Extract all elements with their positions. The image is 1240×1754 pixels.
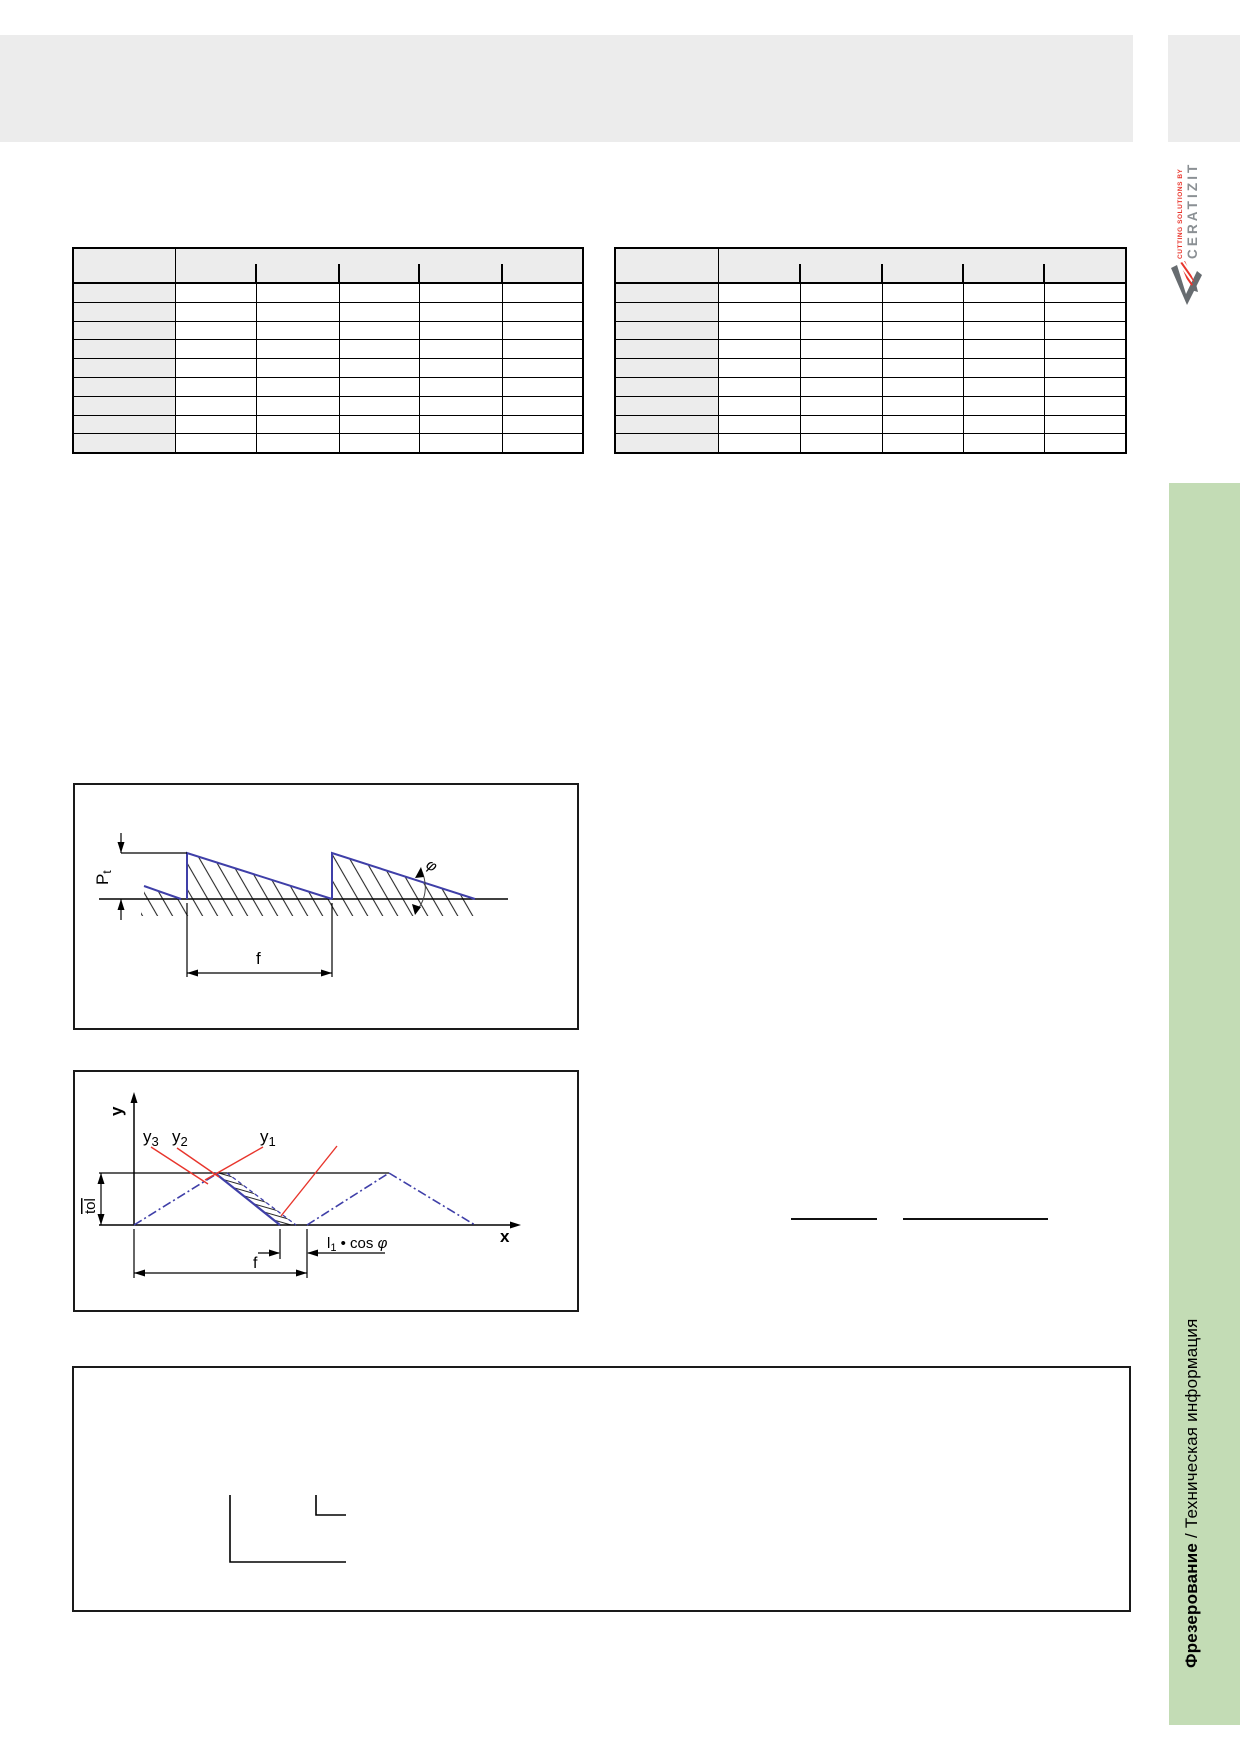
arrowhead (321, 970, 332, 977)
table-row (73, 396, 583, 415)
table-cell (419, 359, 502, 378)
table-cell (339, 377, 419, 396)
table-cell (882, 415, 963, 434)
table-cell (1044, 434, 1126, 453)
table-cell (339, 434, 419, 453)
arrowhead (118, 842, 125, 853)
f-dimension-label: f (256, 949, 261, 968)
arrowhead (98, 1173, 105, 1184)
table-header-cell (256, 248, 339, 283)
table-row (615, 415, 1126, 434)
arrowhead (118, 899, 125, 910)
x-axis-label: x (500, 1227, 510, 1246)
table-cell (175, 415, 256, 434)
phi-label: φ (422, 855, 441, 876)
table-cell (800, 321, 882, 340)
table-rowhead-cell (615, 377, 718, 396)
table-cell (419, 396, 502, 415)
table-header-cell (963, 248, 1044, 283)
arrowhead (131, 1092, 138, 1103)
arrowhead (510, 1222, 521, 1229)
table-rowhead-cell (615, 302, 718, 321)
table-cell (963, 396, 1044, 415)
table-header-row (615, 248, 1126, 283)
fraction-bar (791, 1218, 877, 1220)
table-cell (339, 340, 419, 359)
arrowhead (269, 1250, 280, 1257)
table-cell (882, 340, 963, 359)
table-cell (1044, 321, 1126, 340)
table-cell (419, 321, 502, 340)
table-cell (419, 377, 502, 396)
table-header-cell (800, 248, 882, 283)
sidebar-label-rest: / Техническая информация (1182, 1318, 1201, 1543)
pointer-y3 (151, 1147, 208, 1184)
table-cell (800, 302, 882, 321)
bracket-small (316, 1495, 346, 1515)
table-cell (800, 396, 882, 415)
section-sidebar-label (1182, 1319, 1202, 1669)
table-row (73, 321, 583, 340)
table-cell (256, 415, 339, 434)
table-cell (718, 302, 800, 321)
table-stub-cell (73, 248, 175, 283)
table-cell (419, 340, 502, 359)
arrowhead (187, 970, 198, 977)
hatch-error-strip (215, 1173, 296, 1225)
table-cell (502, 302, 583, 321)
table-row (615, 321, 1126, 340)
table-cell (963, 321, 1044, 340)
table-cell (882, 321, 963, 340)
table-cell (1044, 302, 1126, 321)
table-header-cell (175, 248, 256, 283)
profile-solid (215, 1173, 280, 1225)
f-dimension-label: f (253, 1255, 258, 1272)
table-row (615, 340, 1126, 359)
table-cell (800, 283, 882, 302)
bracket-large (230, 1495, 346, 1562)
diagram-surface-profile (73, 783, 579, 1030)
table-cell (1044, 415, 1126, 434)
y3-label: $y_3$ (143, 1127, 159, 1149)
table-cell (502, 396, 583, 415)
table-row (73, 434, 583, 453)
table-rowhead-cell (73, 377, 175, 396)
table-row (73, 377, 583, 396)
table-cell (1044, 396, 1126, 415)
table-cell (800, 359, 882, 378)
table-cell (963, 283, 1044, 302)
note-box-drawing (74, 1368, 1129, 1610)
table-rowhead-cell (73, 415, 175, 434)
table-cell (256, 283, 339, 302)
table-cell (1044, 377, 1126, 396)
table-cell (256, 396, 339, 415)
table-rowhead-cell (73, 396, 175, 415)
table-rowhead-cell (73, 302, 175, 321)
table-row (615, 302, 1126, 321)
table-cell (963, 434, 1044, 453)
table-cell (882, 359, 963, 378)
table-row (73, 415, 583, 434)
table-cell (175, 340, 256, 359)
y-axis-label: y (107, 1106, 126, 1116)
table-cell (718, 283, 800, 302)
table-rowhead-cell (615, 434, 718, 453)
profile-dashdot (389, 1173, 475, 1225)
brand-logo (1177, 162, 1200, 259)
table-cell (339, 415, 419, 434)
arrowhead (98, 1214, 105, 1225)
table-rowhead-cell (73, 283, 175, 302)
table-row (615, 359, 1126, 378)
table-cell (882, 377, 963, 396)
table-cell (1044, 359, 1126, 378)
table-stub-cell (615, 248, 718, 283)
table-header-cell (339, 248, 419, 283)
table-cell (502, 415, 583, 434)
table-cell (718, 434, 800, 453)
table-row (615, 377, 1126, 396)
table-cell (800, 340, 882, 359)
arrowhead (415, 867, 424, 878)
hatch-below-baseline (141, 899, 475, 916)
table-cell (800, 434, 882, 453)
table-rowhead-cell (615, 359, 718, 378)
table-cell (419, 302, 502, 321)
table-cell (502, 321, 583, 340)
data-table-left (72, 247, 584, 454)
table-row (73, 302, 583, 321)
data-table-right (614, 247, 1127, 454)
table-header-cell (718, 248, 800, 283)
surface-profile-drawing (75, 785, 577, 1028)
y2-label: $y_2$ (172, 1127, 188, 1149)
table-cell (882, 396, 963, 415)
table-cell (502, 283, 583, 302)
logo-tagline: CUTTING SOLUTIONS BY (1177, 168, 1184, 259)
diagram-tolerance (73, 1070, 579, 1312)
table-row (73, 340, 583, 359)
note-box (72, 1366, 1131, 1612)
table-rowhead-cell (73, 359, 175, 378)
table-cell (419, 434, 502, 453)
table-row (615, 283, 1126, 302)
table-cell (882, 302, 963, 321)
sidebar-label-bold: Фрезерование (1182, 1542, 1201, 1668)
profile-dashdot (307, 1173, 389, 1225)
table-row (615, 434, 1126, 453)
tolerance-drawing (75, 1072, 577, 1310)
table-cell (800, 415, 882, 434)
table-cell (718, 321, 800, 340)
table-cell (882, 434, 963, 453)
table-row (73, 359, 583, 378)
arrowhead (134, 1270, 145, 1277)
table-cell (963, 415, 1044, 434)
table-rowhead-cell (73, 321, 175, 340)
pt-dimension-label: Pt (93, 870, 114, 885)
table-cell (718, 415, 800, 434)
table-cell (339, 359, 419, 378)
y1-label: $y_1$ (260, 1127, 276, 1149)
tol-label: tol (82, 1198, 99, 1214)
table-cell (175, 359, 256, 378)
table-cell (963, 359, 1044, 378)
arrowhead (296, 1270, 307, 1277)
table-rowhead-cell (615, 415, 718, 434)
table-cell (718, 396, 800, 415)
table-cell (502, 359, 583, 378)
table-cell (800, 377, 882, 396)
table-rowhead-cell (73, 434, 175, 453)
table-rowhead-cell (615, 396, 718, 415)
table-cell (175, 377, 256, 396)
table-cell (1044, 283, 1126, 302)
table-rowhead-cell (615, 321, 718, 340)
table-header-cell (419, 248, 502, 283)
table-row (73, 283, 583, 302)
table-header-cell (882, 248, 963, 283)
table-cell (256, 359, 339, 378)
fraction-bar (903, 1218, 1048, 1220)
table-row (615, 396, 1126, 415)
l1-cos-phi-label: $l_1$ • cos φ (327, 1235, 388, 1254)
table-cell (175, 321, 256, 340)
table-cell (419, 415, 502, 434)
table-cell (256, 377, 339, 396)
table-cell (175, 434, 256, 453)
table-cell (256, 434, 339, 453)
table-cell (339, 302, 419, 321)
table-cell (502, 377, 583, 396)
table-cell (882, 283, 963, 302)
table-cell (963, 302, 1044, 321)
table-cell (963, 377, 1044, 396)
table-rowhead-cell (73, 340, 175, 359)
logo-brand: CERATIZIT (1185, 161, 1200, 259)
header-band (0, 35, 1133, 142)
table-cell (256, 321, 339, 340)
table-rowhead-cell (615, 340, 718, 359)
table-cell (718, 377, 800, 396)
table-cell (339, 283, 419, 302)
table-cell (256, 302, 339, 321)
table-cell (1044, 340, 1126, 359)
table-cell (339, 321, 419, 340)
table-header-row (73, 248, 583, 283)
arrowhead (307, 1250, 318, 1257)
pointer-strip (281, 1146, 337, 1216)
section-sidebar (1169, 483, 1240, 1725)
table-cell (419, 283, 502, 302)
table-cell (502, 340, 583, 359)
pointer-y1 (205, 1147, 263, 1180)
table-cell (718, 340, 800, 359)
table-cell (339, 396, 419, 415)
table-header-cell (1044, 248, 1126, 283)
table-cell (175, 302, 256, 321)
table-cell (502, 434, 583, 453)
table-header-cell (502, 248, 583, 283)
table-cell (175, 283, 256, 302)
logo-triangle-icon (1168, 261, 1204, 307)
table-cell (718, 359, 800, 378)
table-cell (963, 340, 1044, 359)
table-cell (175, 396, 256, 415)
profile-dashdot (134, 1173, 218, 1225)
table-rowhead-cell (615, 283, 718, 302)
table-cell (256, 340, 339, 359)
header-band-right (1168, 35, 1240, 142)
